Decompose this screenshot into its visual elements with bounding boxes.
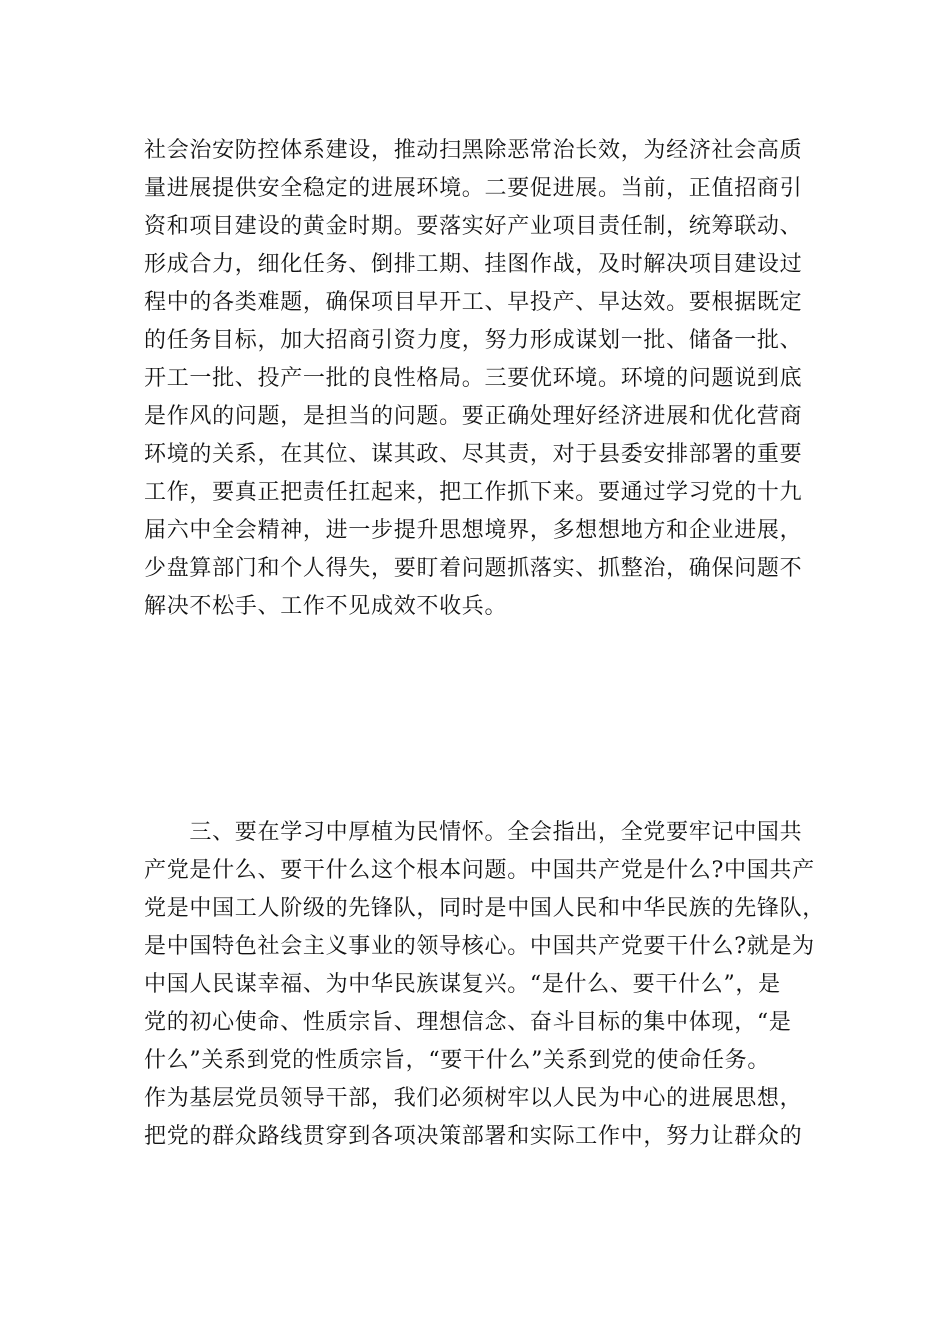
- text-line: 环境的关系，在其位、谋其政、尽其责，对于县委安排部署的重要: [144, 442, 803, 467]
- text-line: 形成合力，细化任务、倒排工期、挂图作战，及时解决项目建设过: [144, 252, 803, 277]
- text-line: 程中的各类难题，确保项目早开工、早投产、早达效。要根据既定: [144, 290, 803, 315]
- text-line: 作为基层党员领导干部，我们必须树牢以人民为中心的进展思想，: [144, 1086, 803, 1111]
- text-line: 中国人民谋幸福、为中华民族谋复兴。“是什么、要干什么”，是: [144, 972, 781, 997]
- text-line: 党的初心使命、性质宗旨、理想信念、奋斗目标的集中体现，“是: [144, 1010, 792, 1035]
- text-line: 量进展提供安全稳定的进展环境。二要促进展。当前，正值招商引: [144, 176, 803, 201]
- text-line: 什么”关系到党的性质宗旨，“要干什么”关系到党的使命任务。: [144, 1048, 771, 1073]
- text-line: 开工一批、投产一批的良性格局。三要优环境。环境的问题说到底: [144, 366, 803, 391]
- text-line: 是作风的问题，是担当的问题。要正确处理好经济进展和优化营商: [144, 404, 803, 429]
- text-line: 解决不松手、工作不见成效不收兵。: [144, 594, 508, 619]
- text-line: 少盘算部门和个人得失，要盯着问题抓落实、抓整治，确保问题不: [144, 556, 803, 581]
- text-line: 的任务目标，加大招商引资力度，努力形成谋划一批、储备一批、: [144, 328, 803, 353]
- text-line: 把党的群众路线贯穿到各项决策部署和实际工作中，努力让群众的: [144, 1124, 803, 1149]
- text-line: 党是中国工人阶级的先锋队，同时是中国人民和中华民族的先锋队，: [144, 896, 826, 921]
- paragraph-section-three: [144, 814, 826, 1156]
- text-line: 三、要在学习中厚植为民情怀。全会指出，全党要牢记中国共: [144, 820, 803, 845]
- text-line: 产党是什么、要干什么这个根本问题。中国共产党是什么?中国共产: [144, 858, 815, 883]
- text-line: 资和项目建设的黄金时期。要落实好产业项目责任制，统筹联动、: [144, 214, 803, 239]
- paragraph-continuation: [144, 132, 816, 626]
- text-line: 届六中全会精神，进一步提升思想境界，多想想地方和企业进展，: [144, 518, 803, 543]
- text-line: 是中国特色社会主义事业的领导核心。中国共产党要干什么?就是为: [144, 934, 815, 959]
- text-line: 工作，要真正把责任扛起来，把工作抓下来。要通过学习党的十九: [144, 480, 803, 505]
- text-line: 社会治安防控体系建设，推动扫黑除恶常治长效，为经济社会高质: [144, 138, 803, 163]
